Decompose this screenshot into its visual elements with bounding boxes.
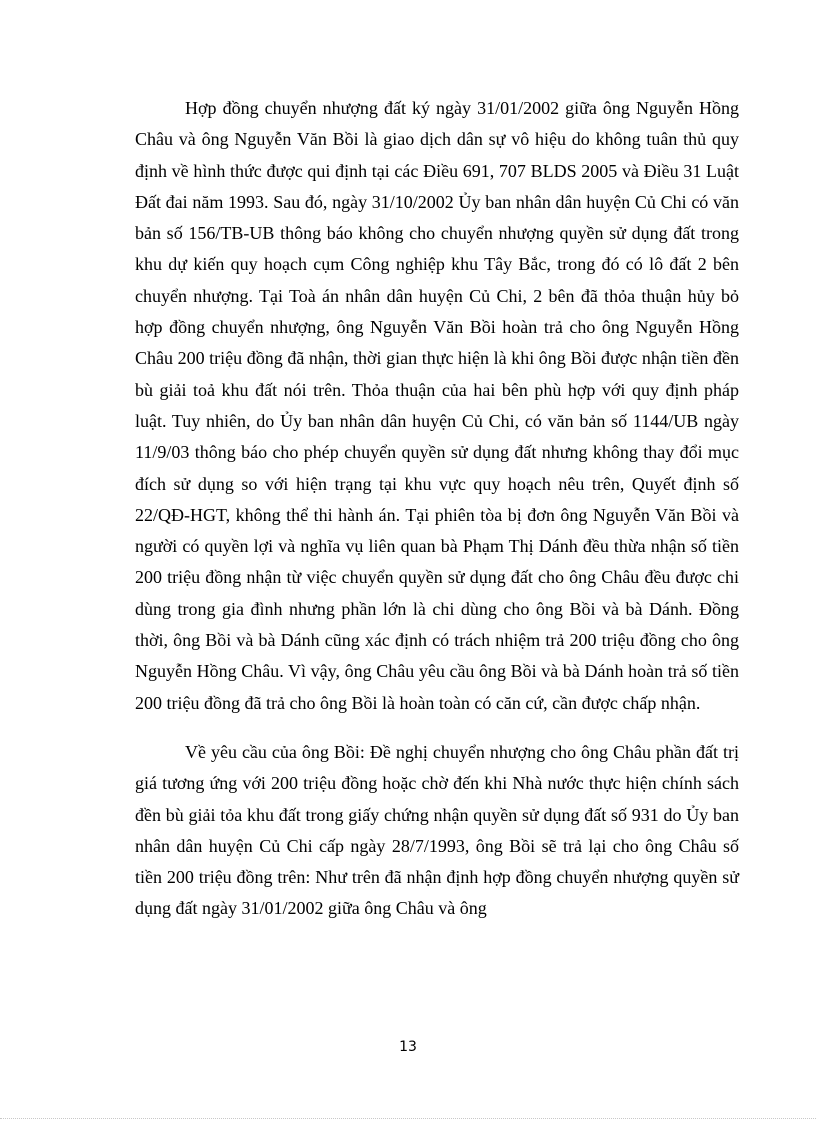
page-number: 13 <box>399 1039 417 1055</box>
document-body <box>135 93 739 925</box>
paragraph-boi-request: Về yêu cầu của ông Bồi: Đề nghị chuyển nhượng cho ông Châu phần đất trị giá tương ứng với 200 triệu đồng hoặc chờ đến khi Nhà nước thực hiện chính sách đền bù giải tỏa khu đất trong giấy chứng nhận quyền sử dụng đất số 931 do Ủy ban nhân dân huyện Củ Chi cấp ngày 28/7/1993, ông Bồi sẽ trả lại cho ông Châu số tiền 200 triệu đồng trên: Như trên đã nhận định hợp đồng chuyển nhượng quyền sử dụng đất ngày 31/01/2002 giữa ông Châu và ông <box>135 741 739 919</box>
paragraph-contract-analysis: Hợp đồng chuyển nhượng đất ký ngày 31/01/2002 giữa ông Nguyễn Hồng Châu và ông Nguyễn Văn Bồi là giao dịch dân sự vô hiệu do không tuân thủ quy định về hình thức được qui định tại các Điều 691, 707 BLDS 2005 và Điều 31 Luật Đất đai năm 1993. Sau đó, ngày 31/10/2002 Ủy ban nhân dân huyện Củ Chi có văn bản số 156/TB-UB thông báo không cho chuyển nhượng quyền sử dụng đất trong khu dự kiến quy hoạch cụm Công nghiệp khu Tây Bắc, trong đó có lô đất 2 bên chuyển nhượng. Tại Toà án nhân dân huyện Củ Chi, 2 bên đã thỏa thuận hủy bỏ hợp đồng chuyển nhượng, ông Nguyễn Văn Bồi hoàn trả cho ông Nguyễn Hồng Châu 200 triệu đồng đã nhận, thời gian thực hiện là khi ông Bồi được nhận tiền đền bù giải toả khu đất nói trên. Thỏa thuận của hai bên phù hợp với quy định pháp luật. Tuy nhiên, do Ủy ban nhân dân huyện Củ Chi, có văn bản số 1144/UB ngày 11/9/03 thông báo cho phép chuyển quyền sử dụng đất nhưng không thay đổi mục đích sử dụng so với hiện trạng tại khu vực quy hoạch nêu trên, Quyết định số 22/QĐ-HGT, không thể thi hành án. Tại phiên tòa bị đơn ông Nguyễn Văn Bồi và người có quyền lợi và nghĩa vụ liên quan bà Phạm Thị Dánh đều thừa nhận số tiền 200 triệu đồng nhận từ việc chuyển quyền sử dụng đất cho ông Châu đều được chi dùng trong gia đình nhưng phần lớn là chi dùng cho ông Bồi và bà Dánh. Đồng thời, ông Bồi và bà Dánh cũng xác định có trách nhiệm trả 200 triệu đồng cho ông Nguyễn Hồng Châu. Vì vậy, ông Châu yêu cầu ông Bồi và bà Dánh hoàn trả số tiền 200 triệu đồng đã trả cho ông Bồi là hoàn toàn có căn cứ, cần được chấp nhận. <box>135 98 739 713</box>
page-bottom-divider <box>0 1118 816 1119</box>
